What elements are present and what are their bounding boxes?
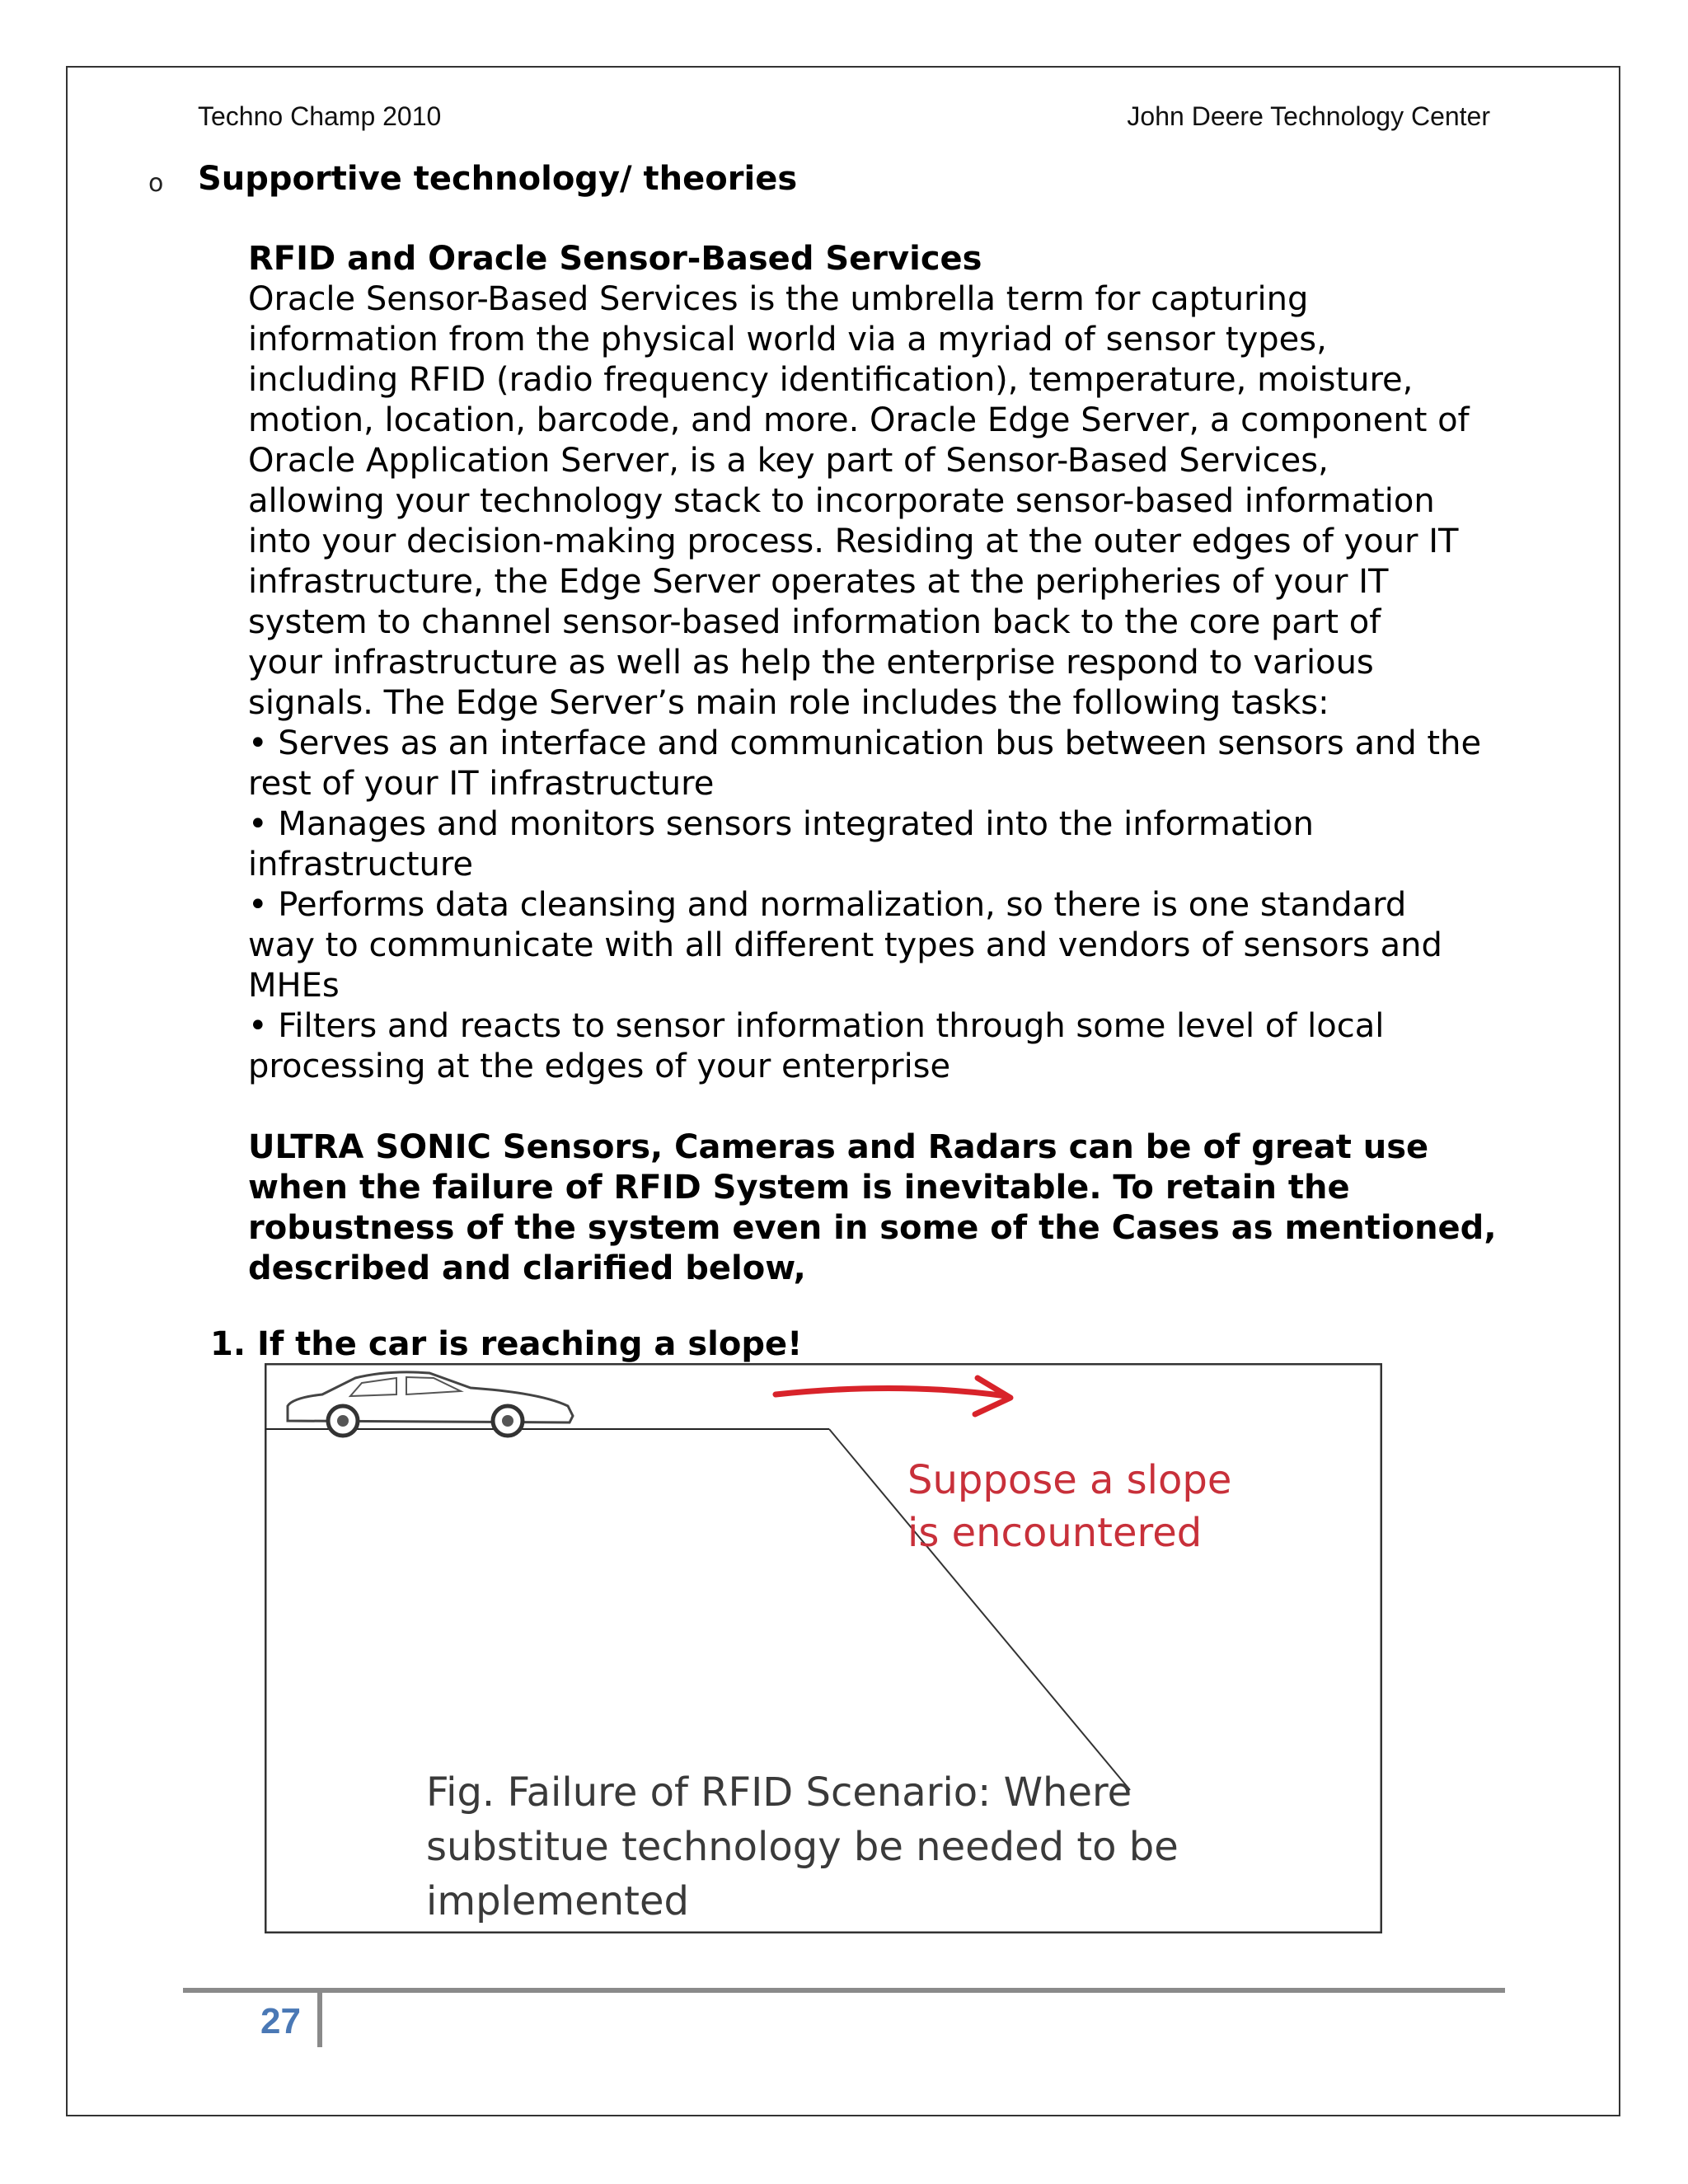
body-content (248, 239, 1501, 1289)
bullet-line: MHEs (248, 967, 340, 1005)
bullet-line: • Filters and reacts to sensor information through some level of local (248, 1007, 1385, 1045)
paragraph-line: infrastructure, the Edge Server operates at the peripheries of your IT (248, 563, 1389, 601)
paragraph-line: into your decision-making process. Residing at the outer edges of your IT (248, 523, 1459, 560)
case-title: If the car is reaching a slope! (256, 1325, 803, 1363)
header-right: John Deere Technology Center (1127, 101, 1490, 131)
bullet-line: • Manages and monitors sensors integrated into the information (248, 805, 1314, 843)
paragraph-line: Oracle Sensor-Based Services is the umbrella term for capturing (248, 280, 1309, 318)
page-number: 27 (260, 2001, 301, 2041)
paragraph-line: your infrastructure as well as help the enterprise respond to various (248, 644, 1374, 682)
section-bullet: o (148, 169, 164, 198)
figure-caption-line: Fig. Failure of RFID Scenario: Where (426, 1769, 1132, 1816)
spacer (248, 1087, 1501, 1127)
subheading: RFID and Oracle Sensor-Based Services (248, 240, 982, 278)
section-title: Supportive technology/ theories (198, 160, 798, 198)
bullet-line: rest of your IT infrastructure (248, 765, 715, 803)
paragraph-line: Oracle Application Server, is a key part of Sensor-Based Services, (248, 442, 1329, 480)
case-heading (210, 1325, 802, 1363)
paragraph-line: information from the physical world via a myriad of sensor types, (248, 321, 1327, 359)
figure-note (907, 1454, 1231, 1559)
header-left: Techno Champ 2010 (198, 101, 442, 131)
footer-rule (183, 1988, 1505, 1993)
figure-caption-line: implemented (426, 1878, 689, 1924)
figure-caption-line: substitue technology be needed to be (426, 1824, 1179, 1870)
case-number: 1. (210, 1325, 246, 1363)
figure-note-line: Suppose a slope (907, 1457, 1232, 1503)
bullet-line: • Performs data cleansing and normalization, so there is one standard (248, 886, 1407, 924)
figure-note-line: is encountered (907, 1510, 1203, 1556)
paragraph-line: allowing your technology stack to incorporate sensor-based information (248, 482, 1435, 520)
paragraph-line: signals. The Edge Server’s main role includes the following tasks: (248, 684, 1329, 722)
bullet-line: processing at the edges of your enterprise (248, 1047, 951, 1085)
emphasis-line: robustness of the system even in some of the Cases as mentioned, (248, 1209, 1497, 1247)
figure-slope-scenario (265, 1363, 1382, 1933)
bullet-line: infrastructure (248, 846, 474, 883)
bullet-line: way to communicate with all different types and vendors of sensors and (248, 926, 1442, 964)
emphasis-line: when the failure of RFID System is inevitable. To retain the (248, 1169, 1350, 1207)
emphasis-line: ULTRA SONIC Sensors, Cameras and Radars can be of great use (248, 1128, 1429, 1166)
paragraph-line: including RFID (radio frequency identification), temperature, moisture, (248, 361, 1414, 399)
emphasis-line: described and clarified below, (248, 1249, 806, 1287)
paragraph-line: motion, location, barcode, and more. Oracle Edge Server, a component of (248, 401, 1470, 439)
figure-caption (426, 1765, 1179, 1929)
paragraph-line: system to channel sensor-based information back to the core part of (248, 603, 1381, 641)
page-number-divider (317, 1993, 322, 2047)
bullet-line: • Serves as an interface and communication bus between sensors and the (248, 724, 1482, 762)
